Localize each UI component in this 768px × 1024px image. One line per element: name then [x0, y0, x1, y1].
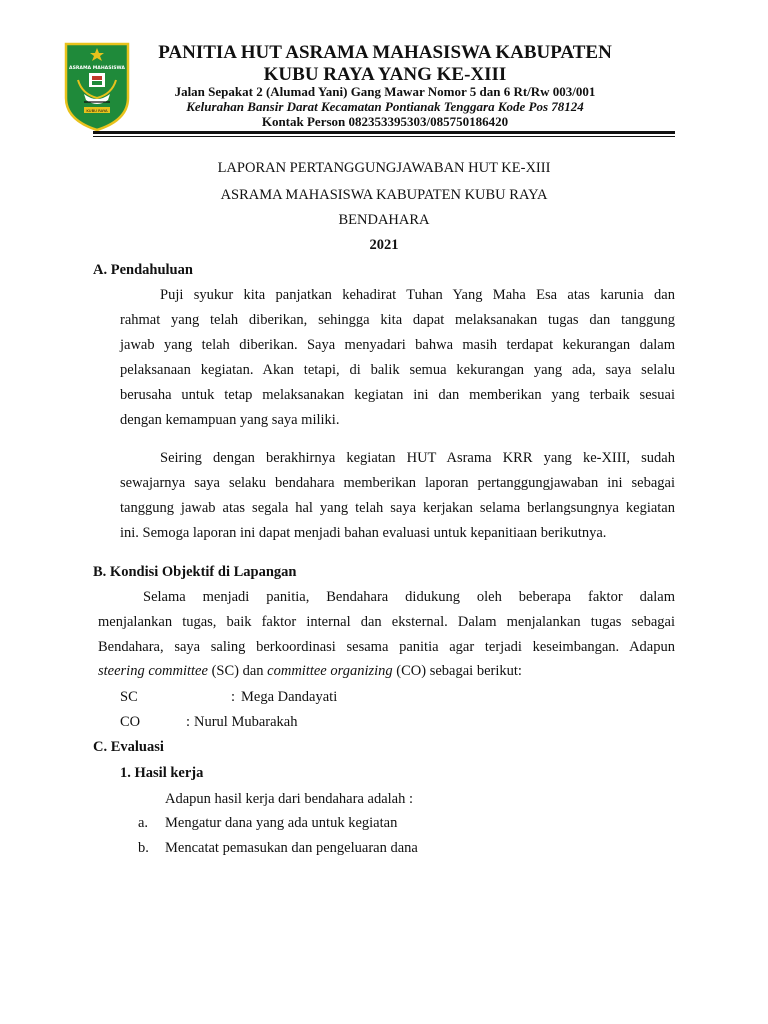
- co-label: CO: [120, 714, 141, 730]
- sc-value: Mega Dandayati: [241, 689, 338, 705]
- paragraph-line: Bendahara, saya saling berkoordinasi sesama panitia agar terjadi keseimbangan. Adapun: [98, 639, 675, 655]
- sc-term: steering committee: [98, 663, 208, 679]
- paragraph-line: berusaha untuk tetap melaksanakan kegiatan ini dan memberikan yang terbaik sesuai: [120, 387, 675, 403]
- report-year: 2021: [369, 237, 399, 253]
- section-b-heading: B. Kondisi Objektif di Lapangan: [93, 564, 297, 580]
- sc-label: SC: [120, 689, 138, 705]
- paragraph-line: pelaksanaan kegiatan. Akan tetapi, di balik semua kekurangan yang ada, saya selalu: [120, 362, 675, 378]
- list-item: Mencatat pemasukan dan pengeluaran dana: [165, 840, 418, 856]
- logo-bottom-text: KUBU RAYA: [86, 107, 108, 113]
- paragraph-line: sewajarnya saya selaku bendahara memberikan laporan pertanggungjawaban ini sebagai: [120, 475, 675, 491]
- letterhead-divider-thin: [93, 136, 675, 137]
- letterhead-org-line1: PANITIA HUT ASRAMA MAHASISWA KABUPATEN: [158, 42, 612, 63]
- subsection-1-heading: 1. Hasil kerja: [120, 765, 204, 781]
- paragraph-line: menjalankan tugas, baik faktor internal dan eksternal. Dalam menjalankan tugas sebagai: [98, 614, 675, 630]
- letterhead-address: Jalan Sepakat 2 (Alumad Yani) Gang Mawar Nomor 5 dan 6 Rt/Rw 003/001: [174, 84, 596, 99]
- paragraph-line: dengan kemampuan yang saya miliki.: [120, 412, 340, 428]
- paragraph-line: jawab yang telah diberikan. Saya menyadari bahwa masih terdapat kekurangan dalam: [120, 337, 675, 353]
- report-title-line1: LAPORAN PERTANGGUNGJAWABAN HUT KE-XIII: [217, 160, 551, 176]
- list-item-marker: a.: [138, 815, 149, 831]
- letterhead-org-line2: KUBU RAYA YANG KE-XIII: [263, 64, 507, 85]
- sc-rest: (SC) dan: [207, 663, 268, 679]
- paragraph-line: Seiring dengan berakhirnya kegiatan HUT Asrama KRR yang ke-XIII, sudah: [160, 450, 675, 466]
- paragraph-line: ini. Semoga laporan ini dapat menjadi bahan evaluasi untuk kepanitiaan berikutnya.: [120, 525, 607, 541]
- list-item: Mengatur dana yang ada untuk kegiatan: [165, 815, 398, 831]
- section-c-heading: C. Evaluasi: [93, 739, 164, 755]
- co-rest: (CO) sebagai berikut:: [392, 663, 522, 679]
- sc-separator: :: [231, 689, 236, 705]
- organization-logo-icon: [62, 40, 132, 132]
- paragraph-line: [98, 663, 522, 680]
- co-term: committee organizing: [267, 663, 393, 679]
- co-value: Nurul Mubarakah: [194, 714, 298, 730]
- paragraph-line: Puji syukur kita panjatkan kehadirat Tuhan Yang Maha Esa atas karunia dan: [160, 287, 675, 303]
- letterhead-district: Kelurahan Bansir Darat Kecamatan Pontianak Tenggara Kode Pos 78124: [186, 99, 584, 114]
- paragraph-line: Selama menjadi panitia, Bendahara didukung oleh beberapa faktor dalam: [143, 589, 675, 605]
- logo-top-text: ASRAMA MAHASISWA: [69, 66, 125, 71]
- report-title-line2: ASRAMA MAHASISWA KABUPATEN KUBU RAYA: [220, 187, 548, 203]
- paragraph-line: rahmat yang telah diberikan, sehingga kita dapat melaksanakan tugas dan tanggung: [120, 312, 675, 328]
- letterhead-contact: Kontak Person 082353395303/085750186420: [261, 114, 509, 129]
- paragraph-line: tanggung jawab atas segala hal yang telah saya kerjakan selama berlangsungnya kegiatan: [120, 500, 675, 516]
- list-item-marker: b.: [138, 840, 149, 856]
- result-intro: Adapun hasil kerja dari bendahara adalah :: [165, 791, 414, 807]
- letterhead-divider-thick: [93, 131, 675, 134]
- report-title-line3: BENDAHARA: [338, 212, 430, 228]
- co-separator: :: [186, 714, 191, 730]
- section-a-heading: A. Pendahuluan: [93, 262, 193, 278]
